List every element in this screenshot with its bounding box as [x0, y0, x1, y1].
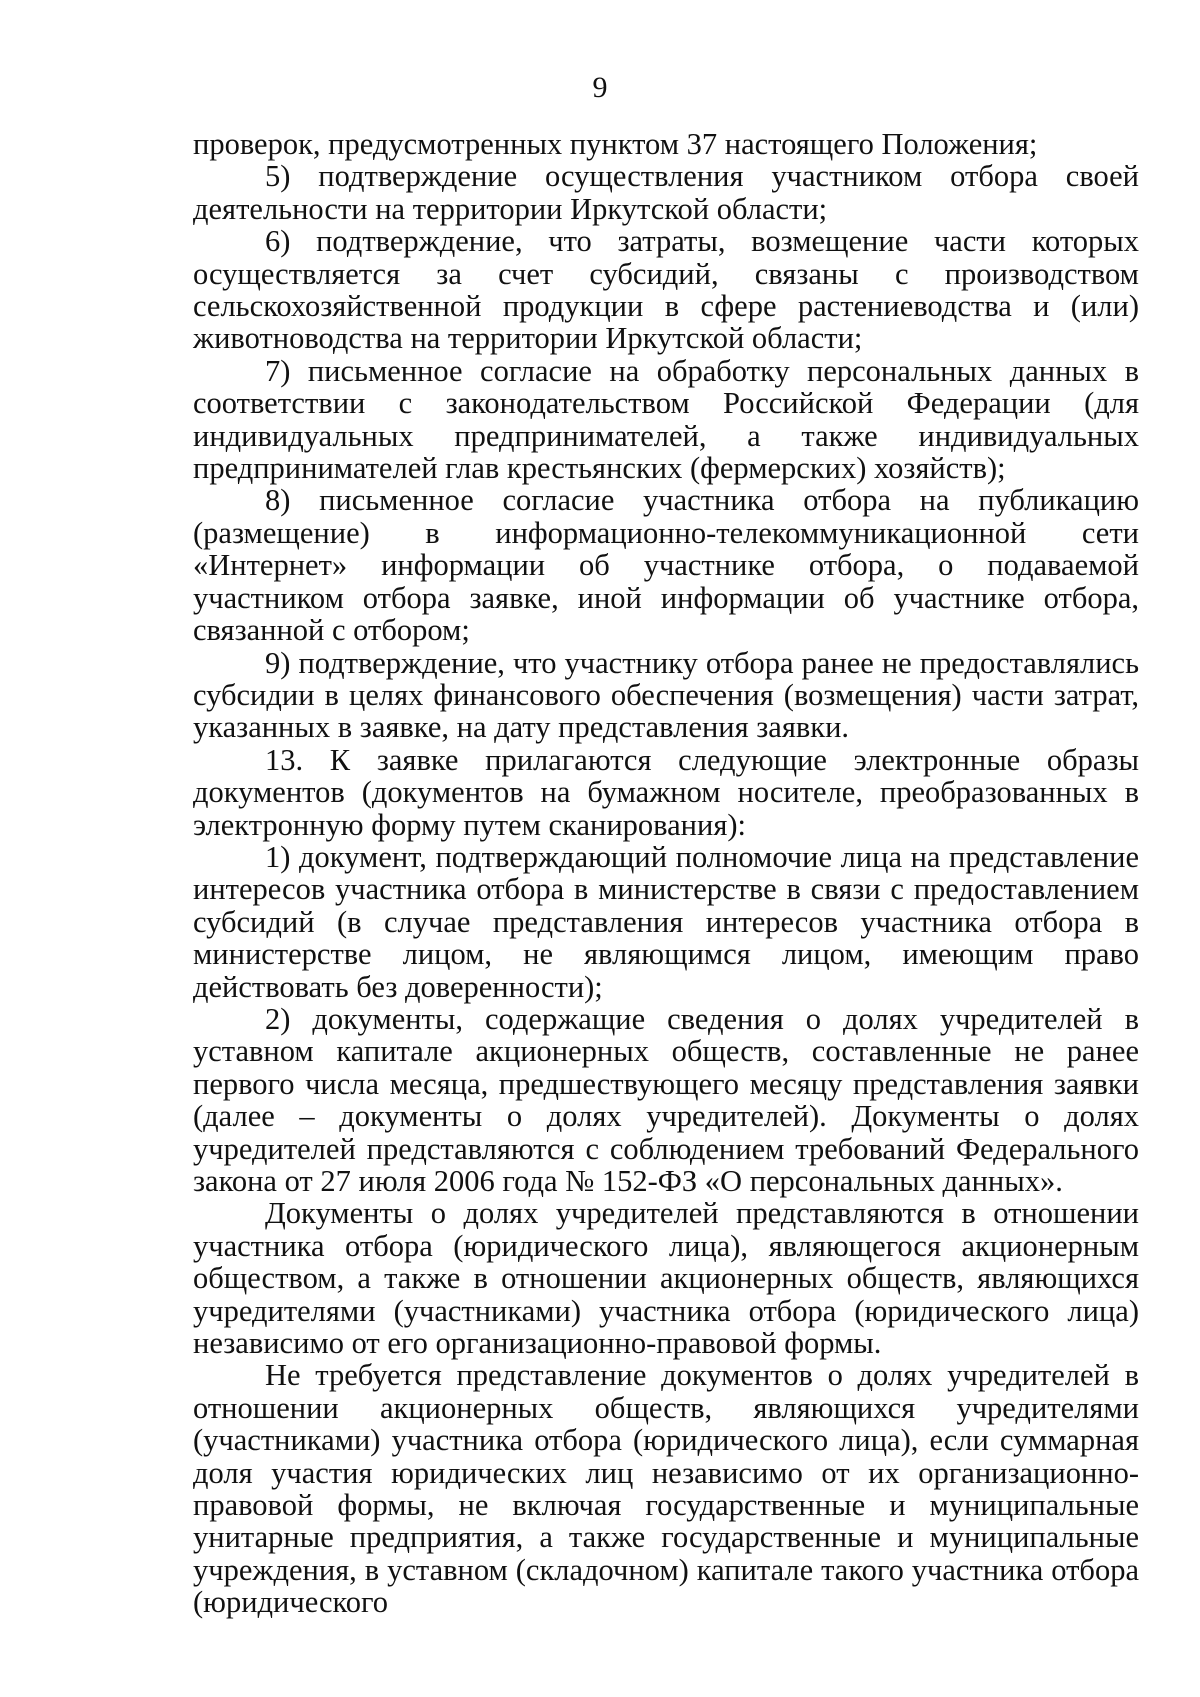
- paragraph-item-7: 7) письменное согласие на обработку персональных данных в соответствии с законодательством Российской Федерации (для индивидуальных предпринимателей, а также индивидуальных предпринимателей глав крестьянских (фермерских) хозяйств);: [193, 353, 1139, 486]
- page-number: 9: [592, 71, 608, 104]
- paragraph-item-9: 9) подтверждение, что участнику отбора ранее не предоставлялись субсидии в целях финансового обеспечения (возмещения) части затрат, указанных в заявке, на дату представления заявки.: [193, 645, 1139, 745]
- paragraph-not-required: Не требуется представление документов о долях учредителей в отношении акционерных обществ, являющихся учредителями (участниками) участника отбора (юридического лица), если суммарная доля участия юридических лиц независимо от их организационно-правовой формы, не включая государственные и муниципальные унитарные предприятия, а также государственные и муниципальные учреждения, в уставном (складочном) капитале такого участника отбора (юридического: [193, 1358, 1139, 1620]
- paragraph-section-13: 13. К заявке прилагаются следующие электронные образы документов (документов на бумажном носителе, преобразованных в электронную форму путем сканирования):: [193, 742, 1139, 842]
- paragraph-item-8: 8) письменное согласие участника отбора на публикацию (размещение) в информационно-телекоммуникационной сети «Интернет» информации об участнике отбора, о подаваемой участником отбора заявке, иной информации об участнике отбора, связанной с отбором;: [193, 483, 1139, 648]
- paragraph-item-5: 5) подтверждение осуществления участником отбора своей деятельности на территории Иркутской области;: [193, 159, 1139, 226]
- paragraph-item-6: 6) подтверждение, что затраты, возмещение части которых осуществляется за счет субсидий, связаны с производством сельскохозяйственной продукции в сфере растениеводства и (или) животноводства на территории Иркутской области;: [193, 224, 1139, 356]
- document-body: [193, 128, 1139, 1619]
- paragraph-section-13-item-2: 2) документы, содержащие сведения о долях учредителей в уставном капитале акционерных обществ, составленные не ранее первого числа месяца, предшествующего месяцу представления заявки (далее – документы о долях учредителей). Документы о долях учредителей представляются с соблюдением требований Федерального закона от 27 июля 2006 года № 152-ФЗ «О персональных данных».: [193, 1001, 1139, 1198]
- paragraph-founders-documents: Документы о долях учредителей представляются в отношении участника отбора (юридического лица), являющегося акционерным обществом, а также в отношении акционерных обществ, являющихся учредителями (участниками) участника отбора (юридического лица) независимо от его организационно-правовой формы.: [193, 1196, 1139, 1361]
- paragraph-section-13-item-1: 1) документ, подтверждающий полномочие лица на представление интересов участника отбора в министерстве в связи с предоставлением субсидий (в случае представления интересов участника отбора в министерстве лицом, не являющимся лицом, имеющим право действовать без доверенности);: [193, 839, 1139, 1004]
- paragraph-continuation: проверок, предусмотренных пунктом 37 настоящего Положения;: [193, 127, 1038, 161]
